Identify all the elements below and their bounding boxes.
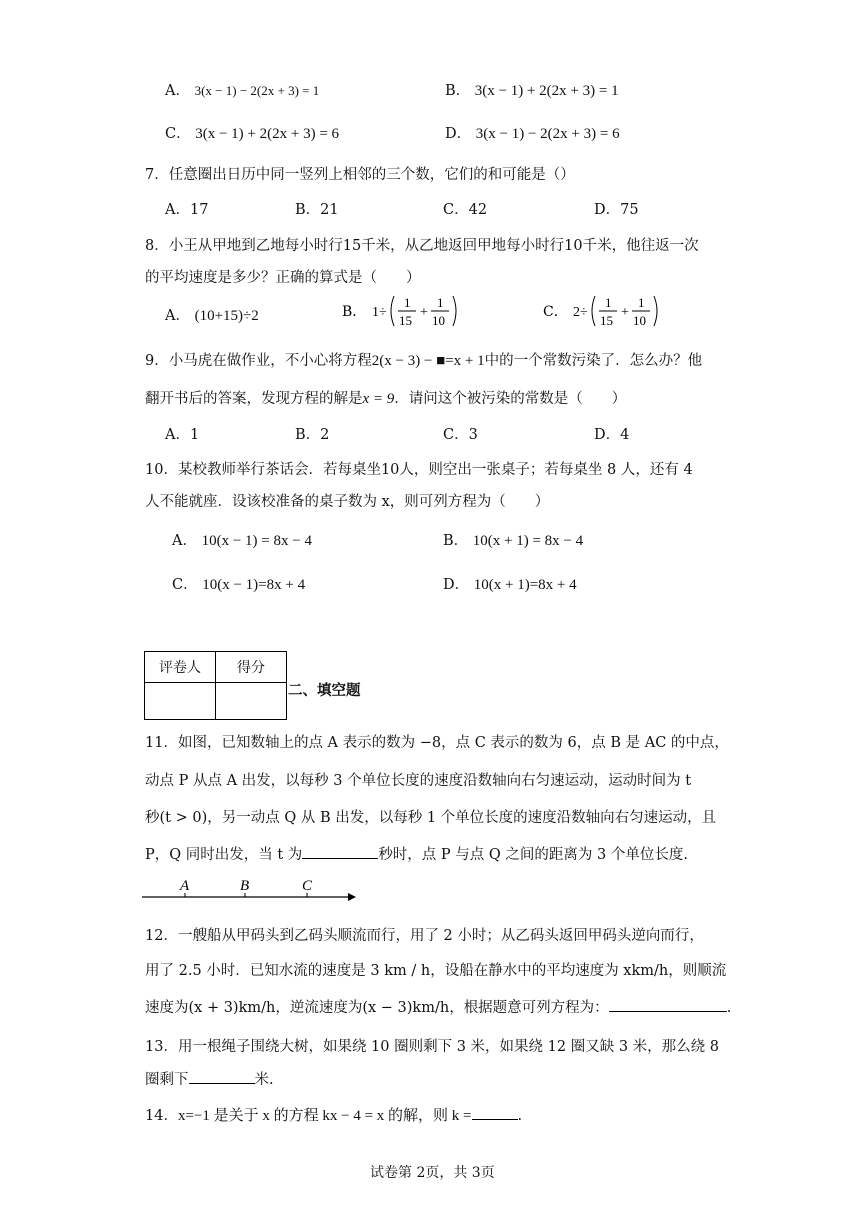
text: 9．小马虎在做作业，不小心将方程 — [145, 353, 372, 369]
q10-option-a — [172, 529, 312, 550]
option-expr: 10(x − 1) = 8x − 4 — [201, 533, 312, 549]
text: 14． — [145, 1108, 178, 1124]
option-label: A． — [165, 83, 190, 99]
equation: 2(x − 3) − ■=x + 1 — [371, 353, 485, 369]
option-label: C． — [165, 126, 191, 142]
q9-option-a: A．1 — [165, 427, 200, 443]
q7-option-d: D．75 — [594, 202, 639, 218]
fraction-denominator: 15 — [399, 313, 412, 328]
q7-option-c: C．42 — [443, 202, 488, 218]
score-cell[interactable] — [216, 683, 287, 720]
option-label: A． — [172, 533, 197, 549]
page-footer: 试卷第 2页，共 3页 — [370, 1165, 495, 1181]
text: 米. — [254, 1072, 274, 1088]
answer-blank[interactable] — [189, 1083, 255, 1084]
option-expr: 3(x − 1) − 2(2x + 3) = 6 — [475, 126, 620, 142]
number-line — [142, 874, 362, 904]
q7-text: 7．任意圈出日历中同一竖列上相邻的三个数，它们的和可能是（） — [145, 167, 575, 183]
option-expr: (10+15)÷2 — [194, 308, 259, 324]
score-table — [144, 651, 287, 720]
q14-line — [145, 1104, 522, 1125]
q12-line3 — [145, 996, 731, 1017]
q9-option-b: B．2 — [295, 427, 330, 443]
option-expr: 3(x − 1) + 2(2x + 3) = 1 — [474, 83, 619, 99]
section-title: 二、填空题 — [288, 682, 361, 699]
score-header-score: 得分 — [216, 652, 287, 683]
q11-line2: 动点 P 从点 A 出发，以每秒 3 个单位长度的速度沿数轴向右匀速运动，运动时间为 t — [145, 773, 692, 789]
axis-label-a: A — [180, 878, 190, 894]
fraction-numerator: 1 — [404, 295, 411, 310]
axis-label-c: C — [302, 878, 313, 894]
q11-line4 — [145, 843, 688, 864]
svg-text:+: + — [621, 305, 629, 320]
solution: x = 9 — [362, 391, 395, 407]
svg-text:+: + — [420, 305, 428, 320]
q10-option-c — [172, 573, 305, 594]
text: P，Q 同时出发，当 t 为 — [145, 847, 303, 863]
q9-option-d: D．4 — [594, 427, 630, 443]
option-expr: 10(x − 1)=8x + 4 — [202, 577, 306, 593]
text: 圈剩下 — [145, 1072, 189, 1088]
option-label: C． — [543, 304, 568, 320]
option-expr: 10(x + 1) = 8x − 4 — [472, 533, 584, 549]
fraction-numerator: 1 — [437, 295, 444, 310]
q6-option-c — [165, 122, 339, 143]
q10-line2: 人不能就座．设该校准备的桌子数为 x，则可列方程为（ ） — [145, 494, 550, 510]
arrow-icon — [348, 893, 356, 901]
q7-option-a: A．17 — [165, 202, 209, 218]
fraction-numerator: 1 — [605, 295, 612, 310]
q12-line1: 12．一艘船从甲码头到乙码头顺流而行，用了 2 小时；从乙码头返回甲码头逆向而行， — [145, 928, 704, 944]
q8-option-c — [543, 290, 663, 332]
q6-option-a — [165, 79, 319, 100]
q13-line2 — [145, 1068, 274, 1089]
option-expr: 3(x − 1) − 2(2x + 3) = 1 — [194, 83, 320, 98]
option-label: B． — [445, 83, 471, 99]
q9-line1 — [145, 349, 702, 370]
text: 秒时，点 P 与点 Q 之间的距离为 3 个单位长度. — [378, 847, 688, 863]
text: 翻开书后的答案，发现方程的解是 — [145, 391, 363, 407]
q8-line2: 的平均速度是多少？正确的算式是（ ） — [145, 270, 421, 286]
option-label: D． — [443, 577, 470, 593]
q13-line1: 13．用一根绳子围绕大树，如果绕 10 圈则剩下 3 米，如果绕 12 圈又缺 3 米，那么绕 8 — [145, 1039, 720, 1055]
text: 中的一个常数污染了．怎么办？他 — [484, 353, 703, 369]
answer-blank[interactable] — [609, 1011, 727, 1012]
q12-line2: 用了 2.5 小时．已知水流的速度是 3 km / h，设船在静水中的平均速度为 xkm/h，则顺流 — [145, 963, 727, 979]
answer-blank[interactable] — [472, 1119, 518, 1120]
fraction-denominator: 15 — [600, 313, 613, 328]
text: ．请问这个被污染的常数是（ ） — [394, 391, 627, 407]
fraction-numerator: 1 — [638, 295, 645, 310]
q11-line1: 11．如图，已知数轴上的点 A 表示的数为 −8，点 C 表示的数为 6，点 B 是 AC 的中点， — [145, 735, 729, 751]
q6-option-b — [445, 79, 619, 100]
grader-cell[interactable] — [145, 683, 216, 720]
q10-option-d — [443, 573, 577, 594]
option-prefix: 2÷ — [573, 305, 588, 320]
text: . — [726, 1000, 732, 1016]
answer-blank[interactable] — [302, 858, 378, 859]
axis-label-b: B — [240, 878, 250, 894]
option-prefix: 1÷ — [372, 305, 387, 320]
q9-line2 — [145, 387, 626, 408]
q8-option-a — [165, 304, 259, 325]
option-expr: 3(x − 1) + 2(2x + 3) = 6 — [195, 126, 340, 142]
q10-line1: 10．某校教师举行茶话会．若每桌坐10人，则空出一张桌子；若每桌坐 8 人，还有 4 — [145, 462, 693, 478]
option-label: B． — [342, 304, 367, 320]
option-label: A． — [165, 308, 190, 324]
q10-option-b — [443, 529, 583, 550]
option-label: D． — [445, 126, 472, 142]
text: x=−1 是关于 x 的方程 kx − 4 = x 的解，则 k = — [177, 1108, 472, 1124]
fraction-denominator: 10 — [432, 313, 445, 328]
q11-line3: 秒(t > 0)，另一动点 Q 从 B 出发，以每秒 1 个单位长度的速度沿数轴向右匀速运动，且 — [145, 810, 717, 826]
q9-option-c: C．3 — [443, 427, 478, 443]
q6-option-d — [445, 122, 620, 143]
fraction-denominator: 10 — [633, 313, 646, 328]
text: . — [517, 1108, 523, 1124]
option-label: C． — [172, 577, 198, 593]
q8-line1: 8．小王从甲地到乙地每小时行15千米，从乙地返回甲地每小时行10千米，他往返一次 — [145, 238, 699, 254]
score-header-grader: 评卷人 — [145, 652, 216, 683]
text: 速度为(x + 3)km/h，逆流速度为(x − 3)km/h，根据题意可列方程为： — [145, 1000, 609, 1016]
option-label: B． — [443, 533, 469, 549]
option-expr: 10(x + 1)=8x + 4 — [473, 577, 577, 593]
q7-option-b: B．21 — [295, 202, 339, 218]
q8-option-b — [342, 290, 462, 332]
